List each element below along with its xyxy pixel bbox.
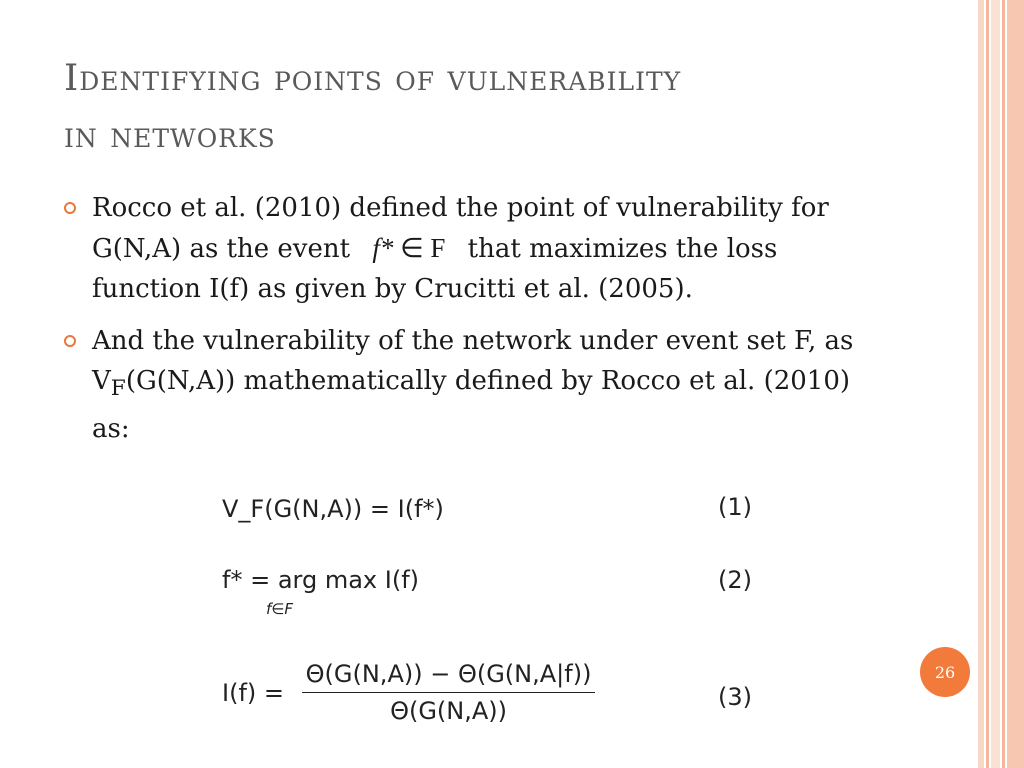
bullet-circle-icon	[64, 335, 76, 347]
slide-title	[64, 50, 944, 164]
bullet-2-text-a: And the vulnerability of the network under event set F, as V	[92, 326, 854, 396]
bullet-1-text-a: Rocco et al. (2010) defined the point of vulnerability for G(N,A) as the event	[92, 193, 829, 264]
title-line-1: Identifying points of vulnerability	[64, 58, 682, 99]
page-number-badge	[920, 647, 970, 697]
equation-3-numerator: Θ(G(N,A)) − Θ(G(N,A|f))	[302, 660, 596, 693]
equation-2	[222, 566, 420, 618]
equation-3-lhs: I(f) =	[222, 678, 284, 707]
page-number: 26	[934, 662, 956, 682]
equation-3-denominator: Θ(G(N,A))	[390, 697, 508, 725]
equation-3-fraction	[302, 660, 596, 725]
equation-1-number: (1)	[718, 493, 752, 521]
bullet-2-sub: F	[110, 376, 126, 402]
inline-eq-in: ∈ F	[400, 233, 446, 263]
decor-stripe	[1002, 0, 1005, 768]
equation-2-subscript: f∈F	[266, 600, 293, 618]
bullet-item-2	[64, 321, 894, 449]
equation-2-lhs: f* = arg max I(f)	[222, 566, 420, 594]
decor-stripe	[986, 0, 989, 768]
decor-stripe	[978, 0, 984, 768]
title-line-2: in networks	[64, 115, 276, 156]
decor-stripe	[991, 0, 1000, 768]
bullet-1-text-b: that maximizes the loss function I(f) as given by Crucitti et al. (2005).	[92, 234, 778, 304]
equation-1: V_F(G(N,A)) = I(f*)	[222, 495, 444, 523]
bullet-2-text-b: (G(N,A)) mathematically defined by Rocco et al. (2010) as:	[92, 366, 851, 445]
bullet-item-1	[64, 188, 894, 309]
decor-stripe	[1007, 0, 1024, 768]
inline-equation	[372, 233, 445, 263]
equation-3	[222, 660, 595, 725]
bullet-list	[64, 188, 894, 461]
equation-2-number: (2)	[718, 566, 752, 594]
bullet-circle-icon	[64, 202, 76, 214]
equation-3-number: (3)	[718, 683, 752, 711]
inline-eq-f: f*	[372, 233, 394, 263]
